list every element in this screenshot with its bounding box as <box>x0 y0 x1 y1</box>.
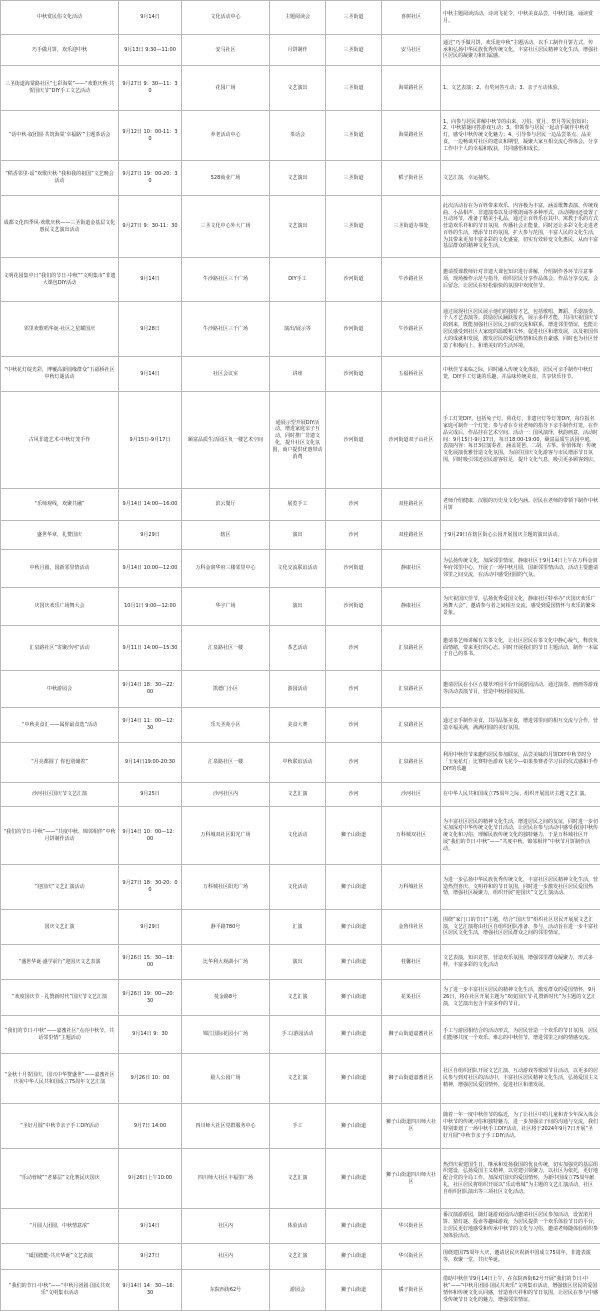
activity-description: 为了进一步丰富社区居民的精神文化生活，激发群众的爱国情怀，9月26日，将在社区开展主题为“欢度国庆节·礼赞新时代”为主题的文艺汇演，文艺演出包含丰富多样的节目。 <box>441 980 600 1016</box>
activity-form: 文艺演出 <box>270 161 326 196</box>
table-row <box>1 111 600 161</box>
activity-place: 乐天圣苑小区 <box>182 708 270 743</box>
table-row <box>1 783 600 807</box>
activity-street: 狮子山街道 <box>326 1244 382 1270</box>
activity-description: 番汉演游游园，随灯谜游戏园活动邀请社区居民参加活动，设置滚月饼、猜灯谜、投壶等趣味游戏，为居民提供一个欢乐体验节日的平台，让居民更好地感受和传承中秋节的文化与习俗，邀请老师随体验组织参加体验活动。 <box>441 1209 600 1244</box>
activity-place: 沙河社区内 <box>182 783 270 807</box>
activity-place: 静平路780号 <box>182 910 270 945</box>
activity-form: 文艺汇演 <box>270 1054 326 1104</box>
activity-street: 三圣街道 <box>326 111 382 161</box>
activity-description: 于9月29日在辖区街心公园开展国庆主题的演出活动。 <box>441 521 600 550</box>
table-row <box>1 196 600 258</box>
activity-name: “我们的节日·中秋”——“共度中秋、锦邻相伴”中秋月饼制作活动 <box>1 807 119 865</box>
activity-form: 展览手工 <box>270 489 326 521</box>
activity-time: 9月12日 10：00-11：30 <box>119 111 182 161</box>
activity-street: 沙河 <box>326 521 382 550</box>
activity-description: 利用中秋佳节来邀约居民参加联谊，品尝美味的月饼DIY中秋节时分「玉兔花灯」比赛特色游戏飞花令—如果参赛者学习目的仪式感和手作DIY的乐趣 <box>441 743 600 783</box>
activity-community: 花果社区 <box>382 980 441 1016</box>
activity-street: 沙河街道 <box>326 258 382 302</box>
table-row <box>1 66 600 111</box>
activity-time: 9月14日 14：30—16：30 <box>119 1270 182 1311</box>
activity-place: 万科城双社区阳光广场 <box>182 807 270 865</box>
activity-time: 9月27日 18：30-20：00 <box>119 865 182 910</box>
activity-description: 为丰富社区居民的精神文化生活，增进居民之间的友谊，同时进一步切实加深对中华传统文化节日活动，让居民在参与活动中感受我国中秋传统文化和习俗，理解民族传统文化的独特魅力，于是万科城社区开展“我们的节日·中秋”——“共度中秋、锦邻相伴”中秋节月饼制作活动。 <box>441 807 600 865</box>
activity-description: 随着一年一度中秋佳节的临近，为了让社区中的儿童和青少年深入体会中秋节的传统习俗和独特魅力，进一步加强亲子间的沟通与交流，我们特别策划了一场中秋手工DIY活动，社区将于2024年9月7日开展“圣好月圆”中秋节亲子手工DIY活动。 <box>441 1104 600 1149</box>
table-row <box>1 708 600 743</box>
activity-street: 狮子山街道 <box>326 807 382 865</box>
activity-time: 9月27日 9：30-11：30 <box>119 196 182 258</box>
activity-community: 沙河街道双子山社区 <box>382 392 441 489</box>
table-row <box>1 489 600 521</box>
activity-description: 通过“巧手做月饼，欢乐迎中秋”主题活动，以手工制作月饼方式，传承和弘扬中华民族优秀传统文化，丰富社区居民精神文化生活，增强社区居民的凝聚力和归属感。 <box>441 35 600 66</box>
activity-description: 1、文艺表演；2、有奖问答互动；3、亲子互动体验。 <box>441 66 600 111</box>
activity-community: 喜树社区 <box>382 1 441 35</box>
activity-time: 9月25日 <box>119 783 182 807</box>
activity-description: 围绕建国75周年大庆，邀请居民庆祝新中国成立75周年，非遗表演等，欢聚一堂，共庆华诞。 <box>441 1244 600 1270</box>
activity-time: 9月14日 10：00—12：00 <box>119 807 182 865</box>
activity-time: 9月26日 15：30—18：00 <box>119 945 182 980</box>
activity-time: 9月14日 14:00—16:00 <box>119 489 182 521</box>
activity-community: 静康社区 <box>382 588 441 626</box>
activity-place: 凯德门小区 <box>182 671 270 708</box>
activity-community: 金鲁伟社区 <box>382 910 441 945</box>
activity-community: 狮子山街道四川师大社区 <box>382 1104 441 1149</box>
activity-name: “话中秋·叙团圆·共筑海棠‘幸福路’”主题茶话会 <box>1 111 119 161</box>
activity-name: “中秋美食汇——属你最食选”活动 <box>1 708 119 743</box>
activity-community: 沙河社区 <box>382 783 441 807</box>
activity-name: 三圣街道海棠路社区“七彩海棠”——“欢歌庆秋·共贺国庆节”DIY手工文艺活动 <box>1 66 119 111</box>
activity-time: 9月14日 11：00—12：30 <box>119 708 182 743</box>
table-row <box>1 1104 600 1149</box>
activity-place: 比华利大观湖小广场 <box>182 945 270 980</box>
activity-place: 万科金润华府三楼邻里中心 <box>182 550 270 588</box>
activity-street: 三圣街道 <box>326 35 382 66</box>
activity-community: 牛沙路社区 <box>382 302 441 357</box>
table-row <box>1 1054 600 1104</box>
table-row <box>1 1209 600 1244</box>
activity-street: 三圣街道 <box>326 161 382 196</box>
activity-place: 锦江国际花园小广场 <box>182 1016 270 1054</box>
table-row <box>1 1 600 35</box>
activity-place: 四川师大社区党群服务中心 <box>182 1104 270 1149</box>
activity-place: 汇泉路社区一楼 <box>182 743 270 783</box>
activity-description: 邀请茶艺师讲解有关茶文化，让社区居民在茶文化中静心凝气，释放负面情绪，带来更好的心态。同时开展我们的节日主题活动，制作一本属于自己的茶书。 <box>441 626 600 671</box>
activity-community: 双桂路社区 <box>382 489 441 521</box>
activity-name: 巧手做月饼，欢乐迎中秋 <box>1 35 119 66</box>
activity-time: 9月27日 19：00-20：30 <box>119 161 182 196</box>
activity-place: 东院西街62号 <box>182 1270 270 1311</box>
activity-name: 国庆文艺汇演 <box>1 910 119 945</box>
activity-description: 手工与游园相结合的活动形式，为居民营造一个欢乐的节日氛围，居民们能够共度一个欢乐、难忘的中秋佳节，增进邻里之间的情感交流。 <box>441 1016 600 1054</box>
activity-form: 演出/展示等 <box>270 302 326 357</box>
activity-name: 庆国庆欢乐广场舞大会 <box>1 588 119 626</box>
activity-name: 盛世华章，礼赞国庆 <box>1 521 119 550</box>
activity-street: 沙河街道 <box>326 550 382 588</box>
table-row <box>1 35 600 66</box>
activity-street: 沙河 <box>326 708 382 743</box>
activity-form: 游园活动 <box>270 671 326 708</box>
activity-street: 沙河 <box>326 743 382 783</box>
activity-street: 沙河 <box>326 783 382 807</box>
activity-description: 在中华人民共和国成立75周年之际，组织开展国庆主题文艺汇演。 <box>441 783 600 807</box>
activity-community: 五福桥社区 <box>382 357 441 392</box>
activity-place: 汇泉路社区一楼 <box>182 626 270 671</box>
activity-description: 通过亲手制作美食，共同品鉴美食，增进邻里间的相互交流与合作，营造幸福美满，满满团圆的美好氛围。 <box>441 708 600 743</box>
activity-place: 励人公园广场 <box>182 1054 270 1104</box>
activity-time: 9月14日 <box>119 258 182 302</box>
activity-community: 万科城双社区 <box>382 807 441 865</box>
activity-time: 9月14日 18：30—22：00 <box>119 671 182 708</box>
activity-form: 体验活动 <box>270 1209 326 1244</box>
activity-community: 橘子街社区 <box>382 1270 441 1311</box>
table-row <box>1 743 600 783</box>
activity-place: 颐富品质生活园区负一楼艺术空间 <box>182 392 270 489</box>
activity-time: 9月14日 9：30 <box>119 1016 182 1054</box>
activity-street: 狮子山街道 <box>326 1104 382 1149</box>
activity-community: 狮子山街道四川师大社区 <box>382 1149 441 1209</box>
table-row <box>1 521 600 550</box>
activity-form: 文艺汇演 <box>270 1244 326 1270</box>
activity-street: 三圣街道 <box>326 196 382 258</box>
activity-form: 文艺汇演 <box>270 980 326 1016</box>
activity-time: 9月27日 <box>119 1244 182 1270</box>
activity-place: 曼金路8号 <box>182 980 270 1016</box>
activity-form: 手工 <box>270 1104 326 1149</box>
activity-form: 文艺演出 <box>270 196 326 258</box>
activity-time: 9月27日 9：30—11：30 <box>119 66 182 111</box>
activity-time: 9月28日 <box>119 302 182 357</box>
activity-name: 邻里欢歌唱华诞·社区之星耀国庆 <box>1 302 119 357</box>
activity-community: 安马社区 <box>382 35 441 66</box>
table-row <box>1 302 600 357</box>
table-row <box>1 671 600 708</box>
activity-form: DIY手工 <box>270 258 326 302</box>
activity-name: 中秋赏民俗文化活动 <box>1 1 119 35</box>
activity-street: 沙河街道 <box>326 302 382 357</box>
activity-form: 文艺汇演 <box>270 1149 326 1209</box>
activity-community: 稻子街社区 <box>382 161 441 196</box>
activity-community: 狮子山街道嘉蜜社区 <box>382 1016 441 1054</box>
activity-street: 狮子山街道 <box>326 1209 382 1244</box>
activity-time: 9月14日19:00-20:30 <box>119 743 182 783</box>
activity-name: 古风非遗艺术·中秋灯笼手作 <box>1 392 119 489</box>
activity-time: 9月26日 10：00 <box>119 1054 182 1104</box>
activity-description: 通过展现社区居民展示他们的独特才艺，包括歌唱、舞蹈、乐器演奏、个人才艺表演等。鼓励居民踊跃报名，展示多样才能，共同庆祝国庆节的到来，既能加强社区居民之间的交流和联系，增进邻里情谊，也能让居民感受到社区大家庭的温暖和关怀。促进社区和谐发展，以及祖国伟大的成就和发展，激发居民的爱国热情和民族自豪感，同时也为社区营造了积极向上、和谐美好的生活环境。 <box>441 302 600 357</box>
activity-street: 沙河 <box>326 626 382 671</box>
activity-description: 中秋佳节来临之际，同时融入传统文化体验，居民可亲手制作中秋灯笼，DIY手工灯谜的乐趣，并品味传统美食，共享快乐佳节。 <box>441 357 600 392</box>
activity-time: 10月1日 9:00—12:00 <box>119 588 182 626</box>
activity-form: 文化活动 <box>270 865 326 910</box>
activity-street: 三圣街道 <box>326 1 382 35</box>
activity-form: 游园会 <box>270 1270 326 1311</box>
table-row <box>1 357 600 392</box>
activity-place: 528商业广场 <box>182 161 270 196</box>
activity-time: 9月14日 <box>119 1 182 35</box>
activity-community: 静康社区 <box>382 550 441 588</box>
activity-time: 9月11日 14:00—15:30 <box>119 626 182 671</box>
activity-form: 中秋联谊活动 <box>270 743 326 783</box>
activity-name: 沙河社区国庆节文艺汇演 <box>1 783 119 807</box>
table-row <box>1 1016 600 1054</box>
activity-name: 文明花园集中日“我们的节日·中秋”“文明集市”非遗大课包DIY活动 <box>1 258 119 302</box>
activity-form: 主题阅读会 <box>270 1 326 35</box>
activity-time: 9月29日 <box>119 910 182 945</box>
activity-form: 演出 <box>270 945 326 980</box>
activity-community: 华兴街社区 <box>382 1209 441 1244</box>
activity-street: 沙河街道 <box>326 357 382 392</box>
activity-time: 9月13日 9:30—11:00 <box>119 35 182 66</box>
activity-description: 邀请授课教师针对非遗大课包知识进行讲解，介绍制作各环节注意事项，现场操作示范与指导，组织居民分享作品体会。作品分享交流，会后留念，让居民在轻松愉快的氛围中欢度佳节。 <box>441 258 600 302</box>
activity-place: 牛沙路社区三千广场 <box>182 258 270 302</box>
activity-time: 9月26日 19：00—20：30 <box>119 980 182 1016</box>
activity-description: 此次活动旨在为百姓带来欢乐，内容极为丰富，涵盖歌舞表演、传统戏曲、小品相声、非遗演奏以及诗歌朗诵等多种形式，活动期间还设置了互动环节，准备了精美小礼品，通过让百姓乐在其中、寓教于乐的方式营造欢乐祥和的节日氛围，传播社会正能量。同时还让多彩文化走进老百姓的生活，增添节日的氛围，扩大参与范围，丰富人民的文化生活，为其带来更加丰富多彩的文化盛宴，切实有效转变文化惠民，从而丰富基层群众的精神文化生活。 <box>441 196 600 258</box>
activity-form: 通展示型开展DIY活动，增进家庭亲子互动，同时推广非遗文化，提升社区文化氛围，商户提供优惠带动消费 <box>270 392 326 489</box>
activity-form: 茶艺活动 <box>270 626 326 671</box>
activity-community: 汇泉路社区 <box>382 626 441 671</box>
activity-time: 9月14日 <box>119 1209 182 1244</box>
table-row <box>1 980 600 1016</box>
activity-street: 沙河 <box>326 489 382 521</box>
activity-name: “稻香邻里·谣”欢歌庆秋·“我和我的祖国”文艺晚会活动 <box>1 161 119 196</box>
table-row <box>1 910 600 945</box>
activity-street: 狮子山街道 <box>326 1054 382 1104</box>
activity-community: 海棠路社区 <box>382 66 441 111</box>
activity-place: 文化活动中心 <box>182 1 270 35</box>
activity-street: 狮子山街道 <box>326 1149 382 1209</box>
activity-form: 茶话会 <box>270 111 326 161</box>
activity-description: 文艺汇演，幸运抽奖。 <box>441 161 600 196</box>
activity-community: 海棠路社区 <box>382 111 441 161</box>
table-row <box>1 588 600 626</box>
table-row <box>1 550 600 588</box>
activity-community: 牛沙路社区 <box>382 258 441 302</box>
activity-street: 狮子山街道 <box>326 980 382 1016</box>
activity-community: 汇泉路社区 <box>382 743 441 783</box>
table-row <box>1 945 600 980</box>
activity-name: “欢度国庆节 · 礼赞新时代”国庆节文艺汇演 <box>1 980 119 1016</box>
activity-place: 社区内 <box>182 1209 270 1244</box>
activity-form: 汇演 <box>270 910 326 945</box>
activity-name: “我们的节日·中秋”——“中秋月团圆·国民共欢乐”文明集市活动 <box>1 1270 119 1311</box>
table-row <box>1 626 600 671</box>
table-row <box>1 258 600 302</box>
activity-form: 月饼制作 <box>270 35 326 66</box>
activity-street: 狮子山街道 <box>326 945 382 980</box>
activity-description: 热烈庆祝建国生日，继承和发扬我国的优良传统，切实加强党的基层组织建设，弘扬爱国主义精神，以党建引领聚力，以社区为依托，更好地配合党的全局工作，加深对国庆的爱国情怀，为新中国成立75周年献礼，社区居民将组织开展以“乐动蓉城”为主题的文艺汇演活动，社区自组织团队演出等三项社区文化活动。 <box>441 1149 600 1209</box>
activity-time: 9月15日-9月17日 <box>119 392 182 489</box>
activity-street: 沙河 <box>326 671 382 708</box>
activity-form: 文化交流联谊活动 <box>270 550 326 588</box>
activity-time: 9月26日上午10:00 <box>119 1149 182 1209</box>
activity-street: 狮子山街道 <box>326 1270 382 1311</box>
activity-form: 美食大赛 <box>270 708 326 743</box>
activity-place: 万科城社区阳光广场 <box>182 865 270 910</box>
activity-time: 9月7日 14:00 <box>119 1104 182 1149</box>
activity-street: 三圣街道 <box>326 66 382 111</box>
activity-name: 中秋游园会 <box>1 671 119 708</box>
activity-description: 为庆祝国庆佳节，弘扬优秀爱国文化，静康社区特举办“庆国庆欢乐广场舞大会”，邀请参与者之间相互交流，感受到爱国情怀与欢乐的繁荣景象。 <box>441 588 600 626</box>
activity-street: 沙河街道 <box>326 392 382 489</box>
activity-form: 演出 <box>270 521 326 550</box>
table-row <box>1 1270 600 1311</box>
activity-place: 牛沙路社区三千广场 <box>182 302 270 357</box>
activity-description: 邀请居民在小区五楼草坪园平台开展游园活动，通过演奏、画画等游戏等活动表演节目，营造中秋团圆氛围。 <box>441 671 600 708</box>
activity-place: 花园广场 <box>182 66 270 111</box>
table-row <box>1 1244 600 1270</box>
activity-name: “月圆人团圆，中秋情意浓” <box>1 1209 119 1244</box>
activity-place: 社区会议室 <box>182 357 270 392</box>
activity-name: “砥国德能·共庆华诞”文艺表演 <box>1 1244 119 1270</box>
table-row <box>1 807 600 865</box>
activity-description: 为进一步弘扬中华民族优秀传统文化，丰富社区居民精神文化生活，营造热烈喜庆、文明祥和的节日氛围，同时进一步激发社区居民爱国热情，增强社区凝聚力，组织开展“迎国庆”文艺汇演活动。 <box>441 865 600 910</box>
activity-name: “迎国庆”文艺汇演活动 <box>1 865 119 910</box>
activity-description: 围绕“家门口的节日”主题，结合“国庆节”组织社区居民开展展文艺汇演，文艺汇演将由社区自组织团队准备、参与，活动旨在进一步丰富社区居民文化生活，增强社区居民群众之间的邻里情谊。 <box>441 910 600 945</box>
activity-community: 万科城社区 <box>382 865 441 910</box>
activity-community: 汇泉路社区 <box>382 708 441 743</box>
activity-time: 9月29日 <box>119 521 182 550</box>
activity-place: 安马社区 <box>182 35 270 66</box>
activity-street: 沙河街道 <box>326 588 382 626</box>
table-row <box>1 392 600 489</box>
activity-community: 狮子山街道嘉蜜社区 <box>382 1054 441 1104</box>
activity-name: “月亮都圆了 你也别储着” <box>1 743 119 783</box>
activity-name: “乐动蓉城”“老幕层”文化赛民庆国庆 <box>1 1149 119 1209</box>
activity-place: 社区内 <box>182 1244 270 1270</box>
activity-place: 滨云餐厅 <box>182 489 270 521</box>
activity-description: 老师介绍健康、汉服的历史及文化内涵。居民在老师的带领下制作中秋月饼 <box>441 489 600 521</box>
activity-time: 9月14日 <box>119 357 182 392</box>
activity-form: 讲座 <box>270 357 326 392</box>
activity-description: 中秋主题阅读活动，诗词飞花令，中秋美食品尝，中秋灯谜，诵读赏月。 <box>441 1 600 35</box>
activity-name: 成都文化四季风·欢歌庆秋——三圣街道金基层文化惠民文艺演出活动 <box>1 196 119 258</box>
activity-community: 双桂路社区 <box>382 521 441 550</box>
activity-name: “盛世华诞·盛学前行”迎国庆文艺表演 <box>1 945 119 980</box>
activity-place: 辖区 <box>182 521 270 550</box>
table-row <box>1 161 600 196</box>
activity-street: 狮子山街道 <box>326 910 382 945</box>
activity-place: 四川师大社区丰福里广场 <box>182 1149 270 1209</box>
activity-description: 为弘扬传统文化，加深邻里情谊，静康社区于9月14日上午在万科金润华府邻里中心，开展了一场中秋月圆，国新邻里情活动，活动主要邀请邻里之间交流，在活动中感受团圆的气氛。 <box>441 550 600 588</box>
activity-name: “中秋花灯绽光彩，博覆高新圆缘群众”五福桥社区中秋灯谜活动 <box>1 357 119 392</box>
activity-form: 演出 <box>270 588 326 626</box>
activity-description: 文艺表演，知识竞答，营造欢乐氛围，增强邻里群众凝聚力，形式多样，丰富多彩的文化活动 <box>441 945 600 980</box>
activity-place: 养老活动中心 <box>182 111 270 161</box>
activity-community: 汇泉路社区 <box>382 671 441 708</box>
activity-place: 华宇广场 <box>182 588 270 626</box>
activity-name: 中秋月圆，国新邻里情活动 <box>1 550 119 588</box>
activity-community: 三圣街道办事处 <box>382 196 441 258</box>
activity-description: 手工灯笼DIY。包括兔子灯、荷花灯、非遗宫灯等灯笼DIY，每位报名家庭可制作一个灯笼；参与者在专业老师的指导下亲手制作灯笼，在作品完成后，作品挂在艺术空间。活动一：国风演绎，秋韵画意，活动时间：9月15日-9月17日，每日18:00-19:00，颐富品质生活园中庭。表演内容：每日3位演奏者，涵盖琵琶、二胡、古筝。价值体现：传统文化展演优雅营造文化氛围，为前往国庆文化游客与市民增添节日氛围，同时吸引邻近居民游客驻足，提升文化气息，吸引更多顾客到店。 <box>441 392 600 489</box>
activity-form: 文艺汇演 <box>270 783 326 807</box>
activity-form: 文化活动 <box>270 807 326 865</box>
table-row <box>1 865 600 910</box>
activity-name: “乐师观线，欢聚共融” <box>1 489 119 521</box>
activity-name: 汇泉路社区“寄聚沙河”活动 <box>1 626 119 671</box>
activity-street: 狮子山街道 <box>326 865 382 910</box>
activity-form: 文艺演出 <box>270 66 326 111</box>
activity-time: 9月14日 10:00—12:00 <box>119 550 182 588</box>
activity-name: “圣好月圆”中秋节亲子手工DIY活动 <box>1 1104 119 1149</box>
activity-description: 借助中秋佳节9月14日上午，在东院西街62号开展“我们的节日·中秋”——“中秋月团圆·国民共欢乐”文明集市活动，增强辖区居民的爱国情怀和传统文化认同感，营造喜庆祥和的节日氛围，让居民在参与中感受传统节日文化的魅力，增强邻里情谊。 <box>441 1270 600 1311</box>
activity-name: “我们的节日·中秋”——嘉蜜社区“点亮中秋节，共话邻里情”主题活动 <box>1 1016 119 1054</box>
activity-form: 手工/游园活动 <box>270 1016 326 1054</box>
activity-name: “金秋十月贺国庆，国兴中华赞盛世”——嘉蜜社区庆祝中华人民共和国成立75周年文艺汇演 <box>1 1054 119 1104</box>
activity-description: 1、向参与居民讲解中秋节的由来、习俗、赏月、祭月等民俗知识；2、中秋猜谜问答游戏互动；3、带领参与居民一起动手制作中秋花灯，感受中秋传统文化魅力；4、引导参与居民一边品尝茶点、品美食，一边畅谈对社区的建议和期望，凝聚大家互相交流心得体会，分享工作中个人的幸福和收获，共同感悟和成长。 <box>441 111 600 161</box>
activity-place: 三圣文化中心外大广场 <box>182 196 270 258</box>
activity-community: 华兴街社区 <box>382 1244 441 1270</box>
activity-description: 社区自组织团队开展文艺汇演、互动游戏等歌颂节目活动，以更多的居民参与到对社区的活动中，丰富社区居民精神文化生活，弘扬爱国主义精神，增强居民爱国情怀，促进社区和谐发展。 <box>441 1054 600 1104</box>
activity-street: 狮子山街道 <box>326 1016 382 1054</box>
activity-community: 桂馨社区 <box>382 945 441 980</box>
table-row <box>1 1149 600 1209</box>
